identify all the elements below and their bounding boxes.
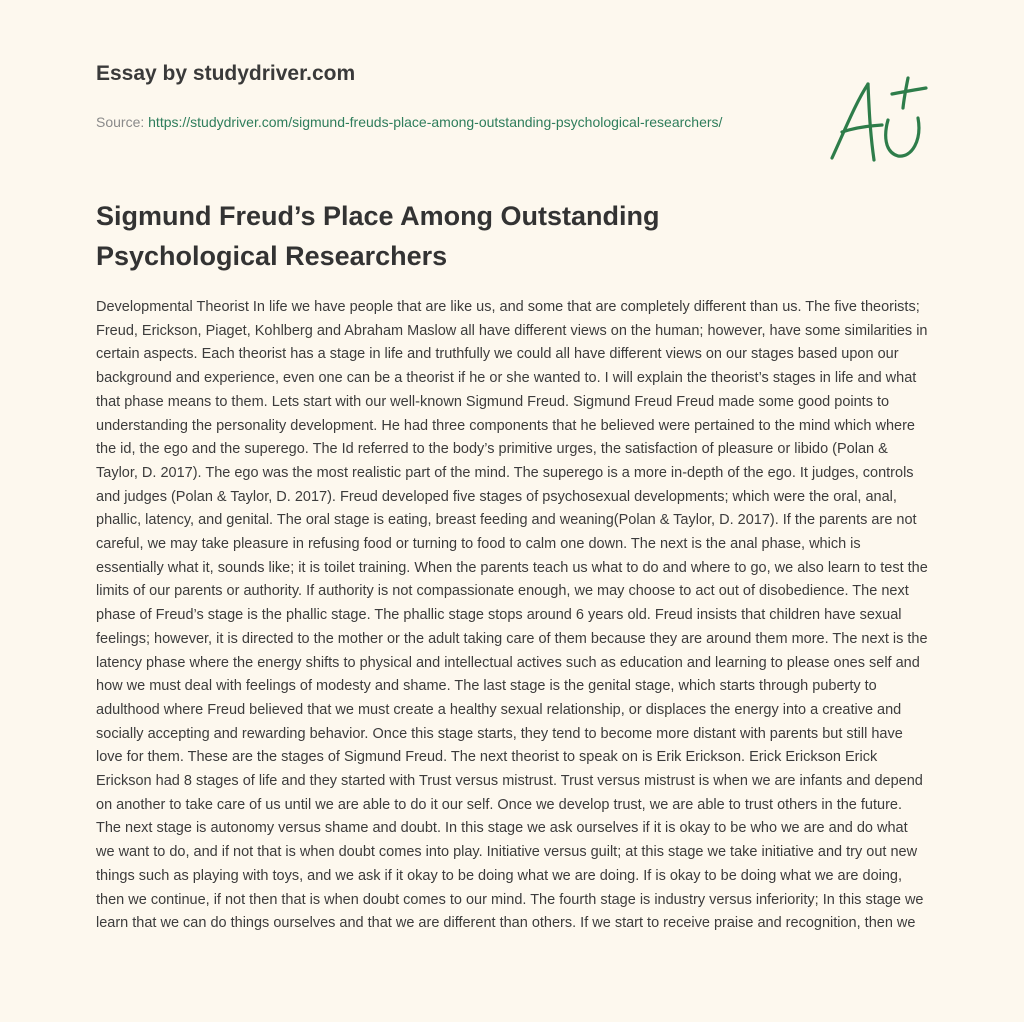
a-plus-logo-icon bbox=[822, 70, 932, 170]
site-title: Essay by studydriver.com bbox=[96, 62, 356, 85]
source-link[interactable]: https://studydriver.com/sigmund-freuds-place-among-outstanding-psychological-researchers/ bbox=[148, 114, 723, 130]
source-label: Source: bbox=[96, 114, 149, 130]
document-title: Sigmund Freud’s Place Among Outstanding Psychological Researchers bbox=[96, 201, 660, 271]
document-body: Developmental Theorist In life we have people that are like us, and some that are completely different than us. The five theorists; Freud, Erickson, Piaget, Kohlberg and Abraham Maslow all have different views on the human; however, have some similarities in certain aspects. Each theorist has a stage in life and truthfully we could all have different views on our stages based upon our background and experience, even one can be a theorist if he or she wanted to. I will explain the theorist’s stages in life and what that phase means to them. Lets start with our well-known Sigmund Freud. Sigmund Freud Freud made some good points to understanding the personality development. He had three components that he believed were pertained to the mind which where the id, the ego and the superego. The Id referred to the body’s primitive urges, the satisfaction of pleasure or libido (Polan & Taylor, D. 2017). The ego was the most realistic part of the mind. The superego is a more in-depth of the ego. It judges, controls and judges (Polan & Taylor, D. 2017). Freud developed five stages of psychosexual developments; which were the oral, anal, phallic, latency, and genital. The oral stage is eating, breast feeding and weaning(Polan & Taylor, D. 2017). If the parents are not careful, we may take pleasure in refusing food or turning to food to calm one down. The next is the anal phase, which is essentially what it, sounds like; it is toilet training. When the parents teach us what to do and where to go, we also learn to test the limits of our parents or authority. If authority is not compassionate enough, we may choose to act out of disobedience. The next phase of Freud’s stage is the phallic stage. The phallic stage stops around 6 years old. Freud insists that children have sexual feelings; however, it is directed to the mother or the adult taking care of them because they are around them more. The next is the latency phase where the energy shifts to physical and intellectual actives such as education and learning to please ones self and how we must deal with feelings of modesty and shame. The last stage is the genital stage, which starts through puberty to adulthood where Freud believed that we must create a healthy sexual relationship, or displaces the energy into a creative and socially accepting and rewarding behavior. Once this stage starts, they tend to become more distant with parents but still have love for them. These are the stages of Sigmund Freud. The next theorist to speak on is Erik Erickson. Erick Erickson Erick Erickson had 8 stages of life and they started with Trust versus mistrust. Trust versus mistrust is when we are infants and depend on another to take care of us until we are able to do it our self. Once we develop trust, we are able to trust others in the future. The next stage is autonomy versus shame and doubt. In this stage we ask ourselves if it is okay to be who we are and do what we want to do, and if not that is when doubt comes into play. Initiative versus guilt; at this stage we take initiative and try out new things such as playing with toys, and we ask if it okay to be doing what we are doing. If is okay to be doing what we are doing, then we continue, if not then that is when doubt comes to our mind. The fourth stage is industry versus inferiority; In this stage we learn that we can do things ourselves and that we are different than others. If we start to receive praise and recognition, then we bbox=[96, 299, 928, 932]
source-line bbox=[96, 112, 736, 133]
a-plus-logo-svg bbox=[822, 70, 932, 170]
